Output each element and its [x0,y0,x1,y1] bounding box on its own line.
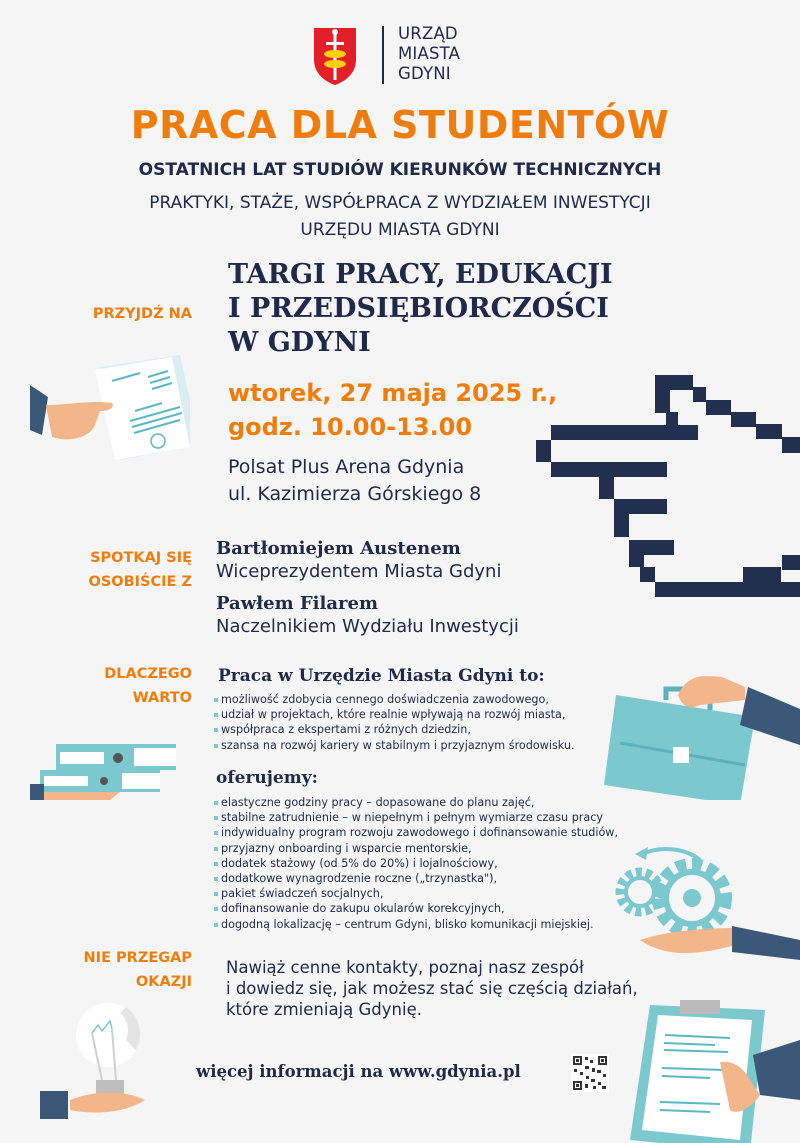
label-come-to: PRZYJDŹ NA [92,306,192,322]
list-item: stabilne zatrudnienie – w niepełnym i pełnym wymiarze czasu pracy [214,810,618,825]
label-line: WARTO [132,690,192,706]
fair-title-line: I PRZEDSIĘBIORCZOŚCI [228,293,609,324]
event-datetime [228,376,557,444]
subtitle-internships [0,190,800,244]
person-role: Wiceprezydentem Miasta Gdyni [216,561,502,582]
hand-document-illustration [30,345,190,465]
list-item: możliwość zdobycia cennego doświadczenia zawodowego, [214,692,575,707]
fair-title [228,258,613,360]
lightbulb-illustration [40,995,180,1125]
list-item: dofinansowanie do zakupu okularów korekcyjnych, [214,901,618,916]
closing-line: i dowiedz się, jak możesz stać się częścią działań, [226,979,638,998]
why-heading: Praca w Urzędzie Miasta Gdyni to: [218,666,545,686]
label-line: NIE PRZEGAP [83,950,192,966]
list-item: dodatkowe wynagrodzenie roczne („trzynastka"), [214,871,618,886]
label-meet-in-person [40,546,192,594]
more-info-link[interactable]: więcej informacji na www.gdynia.pl [196,1062,521,1081]
binders-illustration [30,740,200,800]
fair-title-line: W GDYNI [228,327,371,358]
subtitle-line: URZĘDU MIASTA GDYNI [300,220,500,240]
city-hall-logo [312,24,502,88]
fair-title-line: TARGI PRACY, EDUKACJI [228,259,613,290]
list-item: elastyczne godziny pracy – dopasowane do planu zajęć, [214,795,618,810]
list-item: dodatek stażowy (od 5% do 20%) i lojalnościowy, [214,856,618,871]
logo-text [398,24,460,84]
gears-illustration [610,840,800,960]
closing-text [226,957,638,1020]
qr-code-icon[interactable] [571,1054,609,1092]
subtitle-line: PRAKTYKI, STAŻE, WSPÓŁPRACA Z WYDZIAŁEM INWESTYCJI [149,193,651,213]
gdynia-crest-icon [312,26,358,86]
clipboard-illustration [620,1000,800,1143]
venue-name: Polsat Plus Arena Gdynia [228,456,465,478]
person-name: Bartłomiejem Austenem [216,538,461,559]
label-dont-miss [40,946,192,994]
closing-line: Nawiąż cenne kontakty, poznaj nasz zespół [226,958,584,977]
label-line: OKAZJI [135,974,192,990]
list-item: dogodną lokalizację – centrum Gdyni, blisko komunikacji miejskiej. [214,917,618,932]
logo-divider [382,26,384,84]
list-item: indywidualny program rozwoju zawodowego i dofinansowanie studiów, [214,825,618,840]
label-line: OSOBIŚCIE Z [88,574,192,590]
logo-line: GDYNI [398,64,451,83]
label-line: DLACZEGO [104,666,192,682]
person-2 [216,593,519,639]
list-item: szansa na rozwój kariery w stabilnym i przyjaznym środowisku. [214,738,575,753]
main-title: PRACA DLA STUDENTÓW [130,103,670,147]
list-item: współpraca z ekspertami z różnych dziedzin, [214,722,575,737]
logo-line: MIASTA [398,44,461,63]
why-list [214,692,575,753]
briefcase-illustration [600,655,800,800]
person-1 [216,538,501,584]
event-venue [228,454,481,508]
subtitle-technical: OSTATNICH LAT STUDIÓW KIERUNKÓW TECHNICZNYCH [138,160,662,180]
list-item: przyjazny onboarding i wsparcie mentorskie, [214,841,618,856]
closing-line: które zmieniają Gdynię. [226,1000,422,1019]
list-item: udział w projektach, które realnie wpływają na rozwój miasta, [214,707,575,722]
venue-address: ul. Kazimierza Górskiego 8 [228,483,482,505]
offer-list [214,795,618,932]
event-time: godz. 10.00-13.00 [228,413,473,441]
list-item: pakiet świadczeń socjalnych, [214,886,618,901]
label-why-worth-it [40,662,192,710]
event-date: wtorek, 27 maja 2025 r., [228,379,558,407]
logo-line: URZĄD [398,24,458,43]
person-name: Pawłem Filarem [216,593,378,614]
person-role: Naczelnikiem Wydziału Inwestycji [216,616,519,637]
offer-heading: oferujemy: [216,768,318,788]
label-line: SPOTKAJ SIĘ [90,550,192,566]
